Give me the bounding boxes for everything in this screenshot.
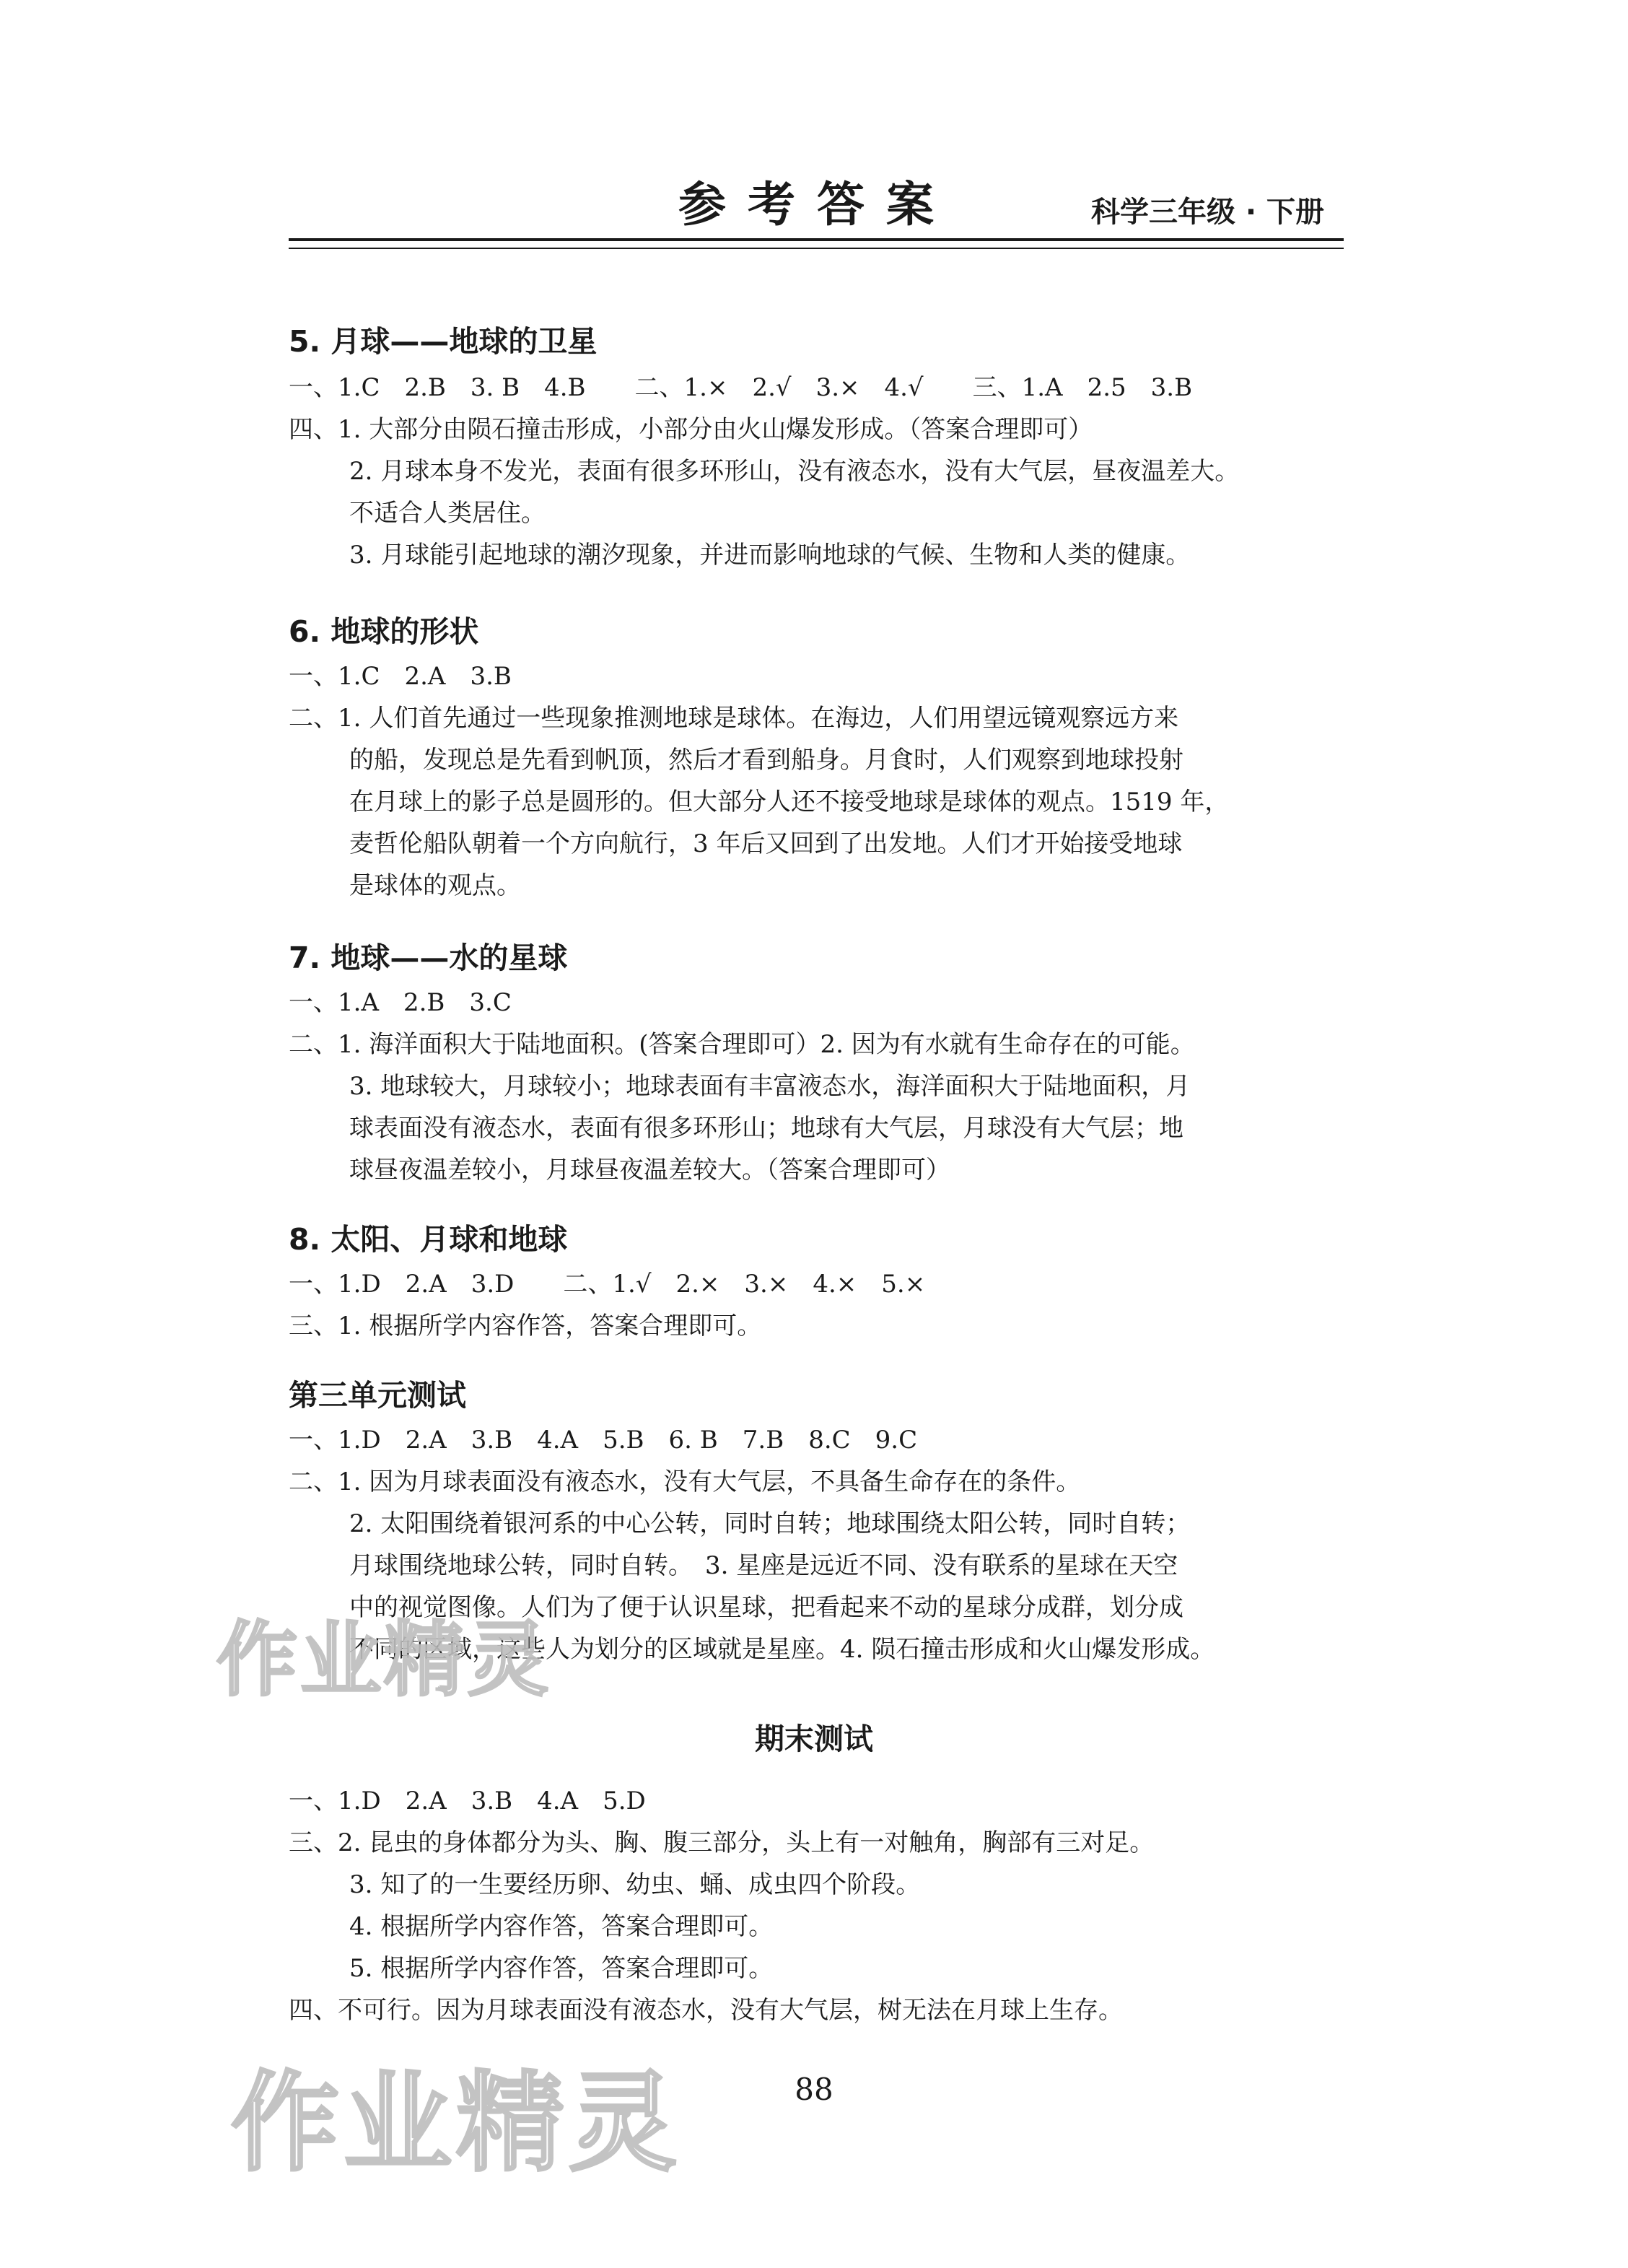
answer-line: 二、1. 人们首先通过一些现象推测地球是球体。在海边，人们用望远镜观察远方来 [289,704,1179,733]
section-title-7: 7. 地球——水的星球 [289,941,568,975]
answer-line: 二、1. 海洋面积大于陆地面积。(答案合理即可）2. 因为有水就有生命存在的可能。 [289,1030,1195,1059]
answer-line: 二、1. 因为月球表面没有液态水，没有大气层，不具备生命存在的条件。 [289,1467,1081,1496]
section-title-8: 8. 太阳、月球和地球 [289,1222,568,1257]
answer-line: 5. 根据所学内容作答，答案合理即可。 [349,1954,774,1983]
answer-line: 三、1. 根据所学内容作答，答案合理即可。 [289,1312,762,1340]
section-title-final: 期末测试 [755,1722,873,1756]
section-title-6: 6. 地球的形状 [289,614,479,649]
answer-line: 中的视觉图像。人们为了便于认识星球，把看起来不动的星球分成群，划分成 [349,1593,1183,1622]
answer-line: 四、1. 大部分由陨石撞击形成，小部分由火山爆发形成。（答案合理即可） [289,415,1093,444]
page-title: 参考答案 [678,177,955,232]
answer-line: 一、1.D 2.A 3.D 二、1.√ 2.× 3.× 4.× 5.× [289,1270,926,1299]
watermark: 作业精灵 [216,1613,551,1707]
answer-line: 一、1.C 2.B 3. B 4.B 二、1.× 2.√ 3.× 4.√ 三、1.A 2.5 3.B [289,373,1193,402]
answer-line: 3. 知了的一生要经历卵、幼虫、蛹、成虫四个阶段。 [349,1870,921,1899]
answer-line: 三、2. 昆虫的身体都分为头、胸、腹三部分，头上有一对触角，胸部有三对足。 [289,1828,1155,1857]
answer-line: 球昼夜温差较小，月球昼夜温差较大。（答案合理即可） [349,1156,950,1185]
section-title-unit3: 第三单元测试 [289,1378,466,1413]
header-rule-thin [289,248,1344,249]
answer-line: 不同的区域，这些人为划分的区域就是星座。4. 陨石撞击形成和火山爆发形成。 [349,1635,1215,1664]
answer-line: 不适合人类居住。 [349,499,546,528]
book-subtitle: 科学三年级 · 下册 [1091,196,1325,229]
header-rule-thick [289,238,1344,241]
answer-line: 3. 月球能引起地球的潮汐现象，并进而影响地球的气候、生物和人类的健康。 [349,541,1191,570]
answer-line: 是球体的观点。 [349,871,521,900]
answer-line: 的船，发现总是先看到帆顶，然后才看到船身。月食时，人们观察到地球投射 [349,746,1183,775]
answer-line: 球表面没有液态水，表面有很多环形山；地球有大气层，月球没有大气层；地 [349,1114,1183,1143]
answer-line: 2. 月球本身不发光，表面有很多环形山，没有液态水，没有大气层，昼夜温差大。 [349,457,1240,486]
answer-line: 2. 太阳围绕着银河系的中心公转，同时自转；地球围绕太阳公转，同时自转； [349,1509,1191,1538]
watermark: 作业精灵 [231,2061,682,2186]
answer-line: 3. 地球较大，月球较小；地球表面有丰富液态水，海洋面积大于陆地面积，月 [349,1072,1191,1101]
answer-line: 四、不可行。因为月球表面没有液态水，没有大气层，树无法在月球上生存。 [289,1996,1123,2025]
section-title-5: 5. 月球——地球的卫星 [289,324,598,359]
answer-line: 麦哲伦船队朝着一个方向航行，3 年后又回到了出发地。人们才开始接受地球 [349,829,1183,858]
answer-line: 在月球上的影子总是圆形的。但大部分人还不接受地球是球体的观点。1519 年， [349,788,1230,816]
answer-line: 一、1.D 2.A 3.B 4.A 5.D [289,1787,646,1815]
answer-line: 4. 根据所学内容作答，答案合理即可。 [349,1912,774,1941]
answer-line: 一、1.C 2.A 3.B [289,662,512,691]
answer-line: 一、1.A 2.B 3.C [289,988,512,1017]
page-number: 88 [795,2072,833,2107]
answer-line: 一、1.D 2.A 3.B 4.A 5.B 6. B 7.B 8.C 9.C [289,1426,918,1454]
answer-line: 月球围绕地球公转，同时自转。 3. 星座是远近不同、没有联系的星球在天空 [349,1551,1178,1580]
